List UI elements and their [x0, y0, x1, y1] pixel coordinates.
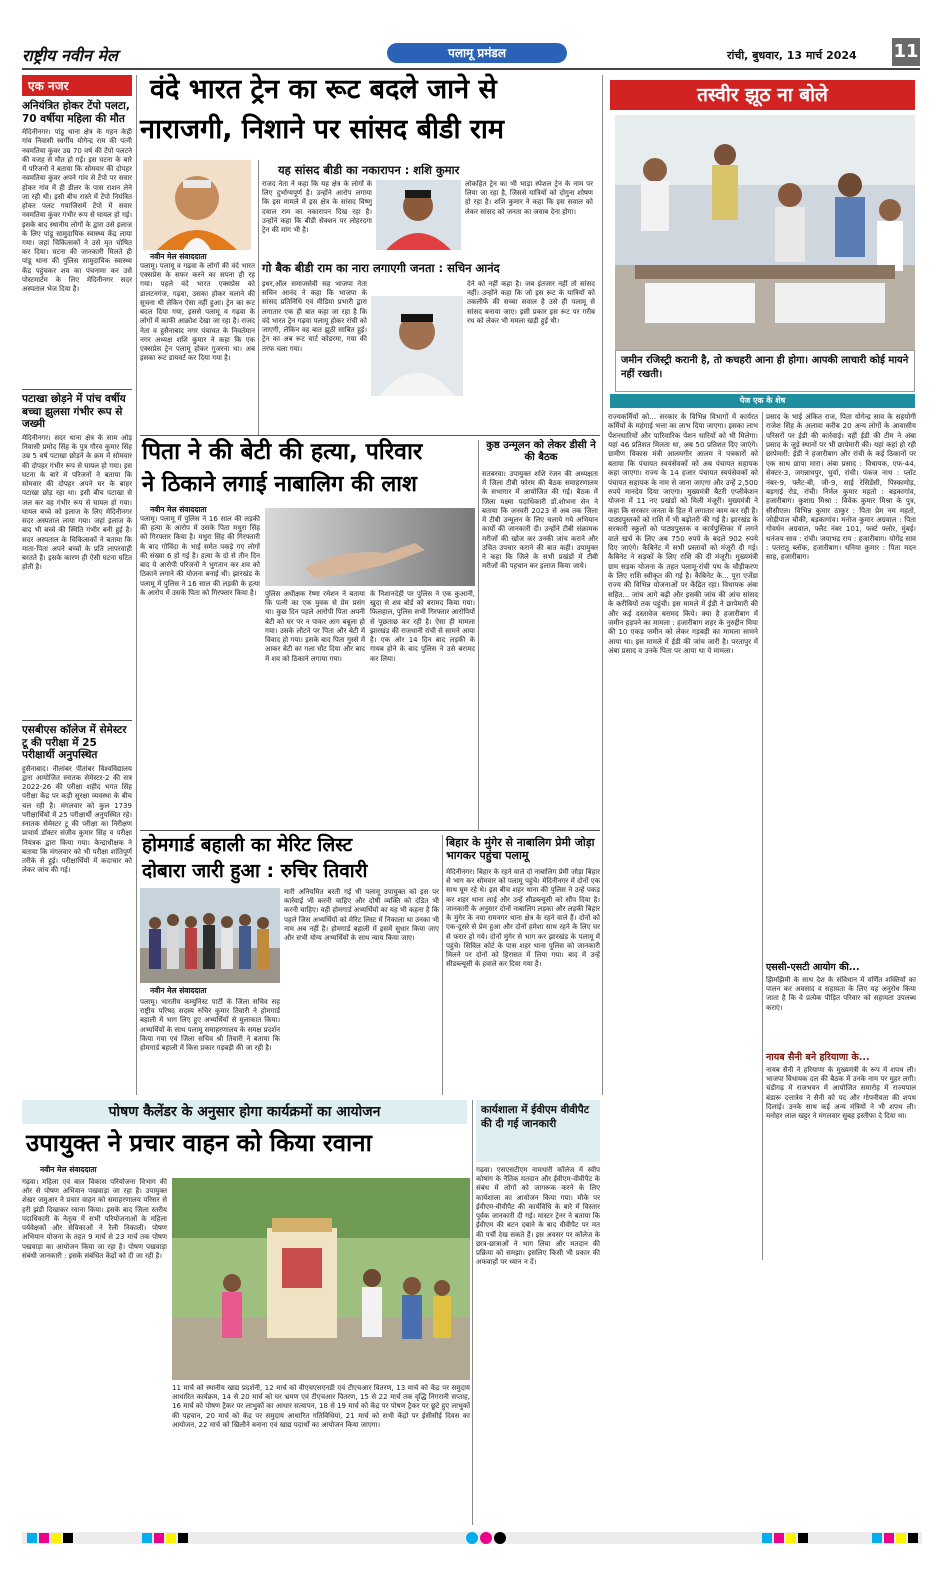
- homeguard-headline-1: होमगार्ड बहाली का मेरिट लिस्ट: [142, 834, 353, 856]
- paper-name: राष्ट्रीय नवीन मेल: [22, 46, 118, 65]
- evm-head-box: [476, 1100, 600, 1162]
- sub2-headline: गो बैक बीडी राम का नारा लगाएगी जनता : सचिन आनंद: [262, 261, 500, 275]
- ek-nazar-headline-2: पटाखा छोड़ने में पांच वर्षीय बच्चा झुलसा गंभीर रूप से जख्मी: [22, 389, 132, 431]
- divider: [762, 412, 763, 1260]
- poshan-headline: उपायुक्त ने प्रचार वाहन को किया रवाना: [26, 1129, 372, 1157]
- tasveer-caption-box: [615, 350, 915, 392]
- hand-photo: [265, 508, 475, 586]
- leader-photo: [143, 160, 251, 250]
- dc-meeting-headline: कुष्ठ उन्मूलन को लेकर डीसी ने की बैठक: [486, 440, 596, 463]
- poshan-body: गढ़वा। महिला एवं बाल विकास परियोजना विभाग की ओर से पोषण अभियान पखवाड़ा जा रहा है। उपायुक्त शेखर जमुआर ने प्रचार वाहन को समाहरणालय परिसर से हरी झंडी दिखाकर रवाना किया। इसके बाद जिला स्तरीय पदाधिकारी के नेतृत्व में सभी परियोजनाओं के महिला पर्यवेक्षकों और सेविकाओं ने रैली निकाली। पोषण अभियान योजना के तहत 9 मार्च से 23 मार्च तक पोषण पखवाड़ा का आयोजन किया जा रहा है। पोषण पखवाड़ा संबंधी जानकारी : इसके संबंधित केंद्रों को दी जा रही है।: [22, 1178, 167, 1260]
- ek-nazar-headline-3: एसबीएस कॉलेज में सेमेस्टर टू की परीक्षा में 25 परीक्षार्थी अनुपस्थित: [22, 720, 132, 762]
- divider: [442, 835, 443, 1095]
- lead-body-1: पलामू। पलामू व गढ़वा के लोगों की वंदे भारत एक्सप्रेस के सफर करने का सपना ही रह गया। पहले वंदे भारत एक्सप्रेस को डालटनगंज, गढ़वा, उसका होकर चलाने की सूचना थी लेकिन ऐसा नहीं हुआ। ट्रेन का रूट बदल दिया गया, इससे पलामू व गढ़वा के लोगों में काफी आक्रोश देखा जा रहा है। राजद नेता व हुसैनाबाद नगर पंचायत के निवर्तमान नगर अध्यक्ष शशि कुमार ने कहा कि एक एक्सप्रेस ट्रेन पलामू होकर गुजरना था। अब इसका रूट डायवर्ट कर दिया गया है।: [140, 262, 255, 363]
- murder-headline-1: पिता ने की बेटी की हत्या, परिवार: [142, 439, 423, 465]
- date-line: रांची, बुधवार, 13 मार्च 2024: [727, 49, 857, 62]
- lead-headline-1: वंदे भारत ट्रेन का रूट बदले जाने से: [150, 74, 497, 105]
- sub1-headline: यह सांसद बीडी का नकारापन : शशि कुमार: [278, 163, 460, 177]
- poshan-photo: [172, 1178, 470, 1380]
- sub2-body-2: देने को नहीं कहा है। जब इंतजार नहीं तो सांसद नहीं। उन्होंने कहा कि जो इस रूट के यात्रियों को तकलीफें की सच्चा सवाल है उसे ही पलामू से सांसद बनाया जाए। इसी प्रकार इस रूट पर गरीब रथ को लेकर भी ममला खड़ी हुई थी।: [467, 280, 595, 325]
- poshan-byline: नवीन मेल संवाददाता: [40, 1165, 97, 1174]
- section-rule: [140, 830, 600, 831]
- homeguard-body-1: पलामू। भारतीय कम्युनिस्ट पार्टी के जिला सचिव सह राष्ट्रीय परिषद सदस्य रुचिर कुमार तिवारी ने होमगार्ड बहाली में भाग लिए हुए अभ्यर्थियों से मुलाकात किया। अभ्यर्थियों के साथ पलामू समाहरणालय के समक्ष प्रदर्शन किया गया एवं जिला सचिव श्री तिवारी ने बताया कि होमगार्ड बहाली में किस प्रकार गड़बड़ी की जा रही है।: [140, 998, 280, 1053]
- divider: [478, 440, 479, 830]
- section-rule: [140, 435, 600, 436]
- bihar-body: मेदिनीनगर। बिहार के रहने वाले दो नाबालिग प्रेमी जोड़ा बिहार से भाग कर सोमवार को पलामू पहुंचे। मेदिनीनगर में दोनों एक साथ घूम रहे थे। इस बीच शहर थाना की पुलिस ने उन्हें पकड़ कर शहर थाना लाई और उन्हें सीडब्ल्यूसी को सौंप दिया है। जानकारी के अनुसार दोनों नाबालिग लड़का और लड़की बिहार के मुंगेर के नया रामनगर थाना क्षेत्र के रहने वाले हैं। दोनों को एक-दूसरे से प्रेम हुआ और दोनों हमेशा साथ रहने के लिए घर से फरार हो गये। दोनों मुंगेर से भाग कर झारखंड के पलामू में पहुंचे। सिविल कोर्ट के पास शहर थाना पुलिस को जानकारी मिलने पर दोनों को हिरासत में लिया गया। बाद में उन्हें सीडब्ल्यूसी के हवाले कर दिया गया है।: [446, 868, 600, 969]
- ek-nazar-headline-1: अनियंत्रित होकर टेंपो पलटा, 70 वर्षीया महिला की मौत: [22, 100, 130, 125]
- bihar-headline: बिहार के मुंगेर से नाबालिग प्रेमी जोड़ा भागकर पहुंचा पलामू: [446, 836, 595, 863]
- lead-headline-2: नाराजगी, निशाने पर सांसद बीडी राम: [140, 114, 505, 145]
- tasveer-caption: जमीन रजिस्ट्री करानी है, तो कचहरी आना ही होगा। आपकी लाचारी कोई मायने नहीं रखती।: [621, 355, 909, 380]
- shesh-tag-box: [610, 394, 915, 408]
- masthead: [22, 40, 922, 70]
- sub2-body-1: इधर,ऑल समाजसेवी सह भाजपा नेता सचिन आनंद ने कहा कि भाजपा के सांसद प्रतिनिधि एवं मीडिया प्रभारी द्वारा लगातार एक ही बात कहा जा रहा है कि वंदे भारत ट्रेन गढ़वा पलामू होकर रांची को जाएगी, लेकिन वह बात झूठी साबित हुई। ट्रेन का अब रूट चार्ट कोडरमा, गया की तरफ चला गया।: [262, 280, 367, 353]
- raid-body: प्रसाद के भाई अंकित राज, पिता योगेन्द्र साव के सहयोगी राजेश सिंह के अलावा करीब 20 अन्य लोगों के आवासीय परिसरों पर ईडी की कार्रवाई। वहीं ईडी की टीम ने अंबा प्रसाद के जुड़े स्थानों पर भी छापेमारी की। यहां कहां हो रही छापेमारी: ईडी ने हजारीबाग और रांची के कई ठिकानों पर एक साथ छापा मारा। अंबा प्रसाद : विधायक, एफ-44, सेक्टर-3, जगन्नाथपुर, धुर्वा, रांची। पंकज नाथ : प्लॉट नंबर-9, फ्लैट-बी, जी-9, साई रेसिडेंसी, पिस्कामोड़, बड़गाई रोड, रांची। निर्मल कुमार महतो : बड़कागांव, हजारीबाग। कुशाग्र मिश्रा : विवेक कुमार मिश्रा के पुत्र, सीसीएल। विभिन्न कुमार ठाकुर : पिता प्रेम नम महतो, जोड़ीपाल चौकी, बड़कागांव। मनोज कुमार अग्रवाल : पिता गोवर्धन अग्रवाल, फ्लैट नंबर 101, फर्स्ट फ्लोर, मुंबई। धनंजय साव : रांची। जयाभद्र राय : हजारीबाग। योगेंद्र साव : पतरातू ब्लॉक, हजारीबाग। धनिया कुमार : पिता मदन साह, हजारीबाग।: [766, 412, 916, 562]
- masthead-rule: [22, 68, 920, 70]
- ek-nazar-header: एक नजर: [22, 75, 132, 96]
- murder-body-3: के निशानदेही पर पुलिस ने एक कुआनी, खुदा से शव बोर्ड को बरामद किया गया। फिलहाल, पुलिस सभी गिरफ्तार आरोपियों से पूछताछ कर रही है। ऐसा ही मामला झारखंड की राजधानी रांची से सामने आया है। एक ओर 14 दिन बाद लड़की के गायब होने के बाद पुलिस ने उसे बरामद कर लिया।: [370, 590, 475, 663]
- ek-nazar-body-1: मेदिनीनगर। पांडू थाना क्षेत्र के गहन केही गांव निवासी स्वर्गीय योगेन्द्र राम की पत्नी नवमतिया कुंवर उम्र 70 वर्ष की टेंपो पलटने की वजह से मौत हो गई। इस घटना के बारे में परिजनों ने बताया कि सोमवार की दोपहर नवमतिया कुंवर अपने गांव से टेंपो पर सवार होकर गांव में ही डीलर के पास राशन लेने जा रही थी। इसी बीच रास्ते में टेंपो नियंत्रित होकर पलट गयाजिसमें टेंपो में सवार नवमतिया कुंवर गंभीर रूप से घायल हो गई। इसके बाद स्थानीय लोगों के द्वारा उसे इलाज के लिए पांडू सामुदायिक स्वास्थ्य केंद्र लाया गया। जहां चिकित्सकों ने उसे मृत घोषित कर दिया। घटना की जानकारी मिलते ही पांडू थाना की पुलिस सामुदायिक स्वास्थ्य केंद्र पहुंचकर शव का पंचनामा कर उसे पोस्टमार्टम के लिए मेदिनीनगर सदर अस्पताल भेज दिया है।: [22, 128, 132, 294]
- murder-headline-2: ने ठिकाने लगाई नाबालिग की लाश: [142, 472, 417, 497]
- tasveer-photo: [615, 115, 915, 350]
- divider: [258, 160, 259, 435]
- murder-body-1: पलामू। पलामू में पुलिस ने 16 साल की लड़की की हत्या के आरोप में उसके पिता मथुरा सिंह को गिरफ्तार किया है। मथुरा सिंह की गिरफ्तारी के बाद गोविंदा के भाई समेत पकड़े गए लोगों की संख्या 6 हो गई है। हत्या के दो से तीन दिन बाद ये आरोपी परिजनों ने भुगतान कर शव को ठिकाने लगाने की योजना बनाई थी। झारखंड के पलामू में पुलिस ने 16 साल की लड़की के हत्या के आरोप में उसके पिता को गिरफ्तार किया है।: [140, 515, 260, 597]
- poshan-kicker-box: [22, 1100, 467, 1124]
- sachin-photo: [371, 296, 463, 396]
- sc-st-body: झिमझिमी के साथ देश के संविधान में वर्णित शक्तियों का पालन कर अवसाद व सहायता के लिए यह अनुरोध किया जाता है कि वे प्रत्येक पीड़ित परिवार को सहायता उपलब्ध कराएं।: [766, 976, 916, 1012]
- homeguard-photo: [140, 888, 280, 983]
- lead-body-3: लोकहित ट्रेन का भी भाड़ा स्पेशल ट्रेन के नाम पर लिया जा रहा है, जिससे यात्रियों को दोगुना शोषण हो रहा है। शशि कुमार ने कहा कि इस सवाल को लेकर सांसद को जनता का जवाब देना होगा।: [465, 180, 593, 216]
- lead-byline: नवीन मेल संवाददाता: [150, 252, 207, 261]
- homeguard-byline: नवीन मेल संवाददाता: [150, 986, 207, 995]
- registration-bar: [22, 1530, 922, 1546]
- tasveer-banner: [610, 80, 915, 110]
- page-number: 11: [892, 38, 920, 66]
- evm-headline: कार्यशाला में ईवीएम वीवीपैट की दी गई जानकारी: [481, 1104, 589, 1130]
- murder-byline: नवीन मेल संवाददाता: [150, 505, 207, 514]
- shesh-body: राज्यकर्मियों को... सरकार के विभिन्न विभागों में कार्यरत कर्मियों के महंगाई भत्ता का लाभ दिया जाएगा। इसका लाभ पेंशनधारियों और पारिवारिक पेंशन धारियों को भी मिलेगा। यहां 46 प्रतिशत मिलता था, अब 50 प्रतिशत दिए जाएंगे। ग्रामीण विकास मंत्री आलमगीर आलम ने पत्रकारों को बताया कि पंचायत स्वयंसेवकों को अब पंचायत सहायक कहा जाएगा। राज्य के 14 हजार पंचायत स्वयंसेवकों को पंचायत सहायक के नाम से जाना जाएगा और उन्हें 2,500 रुपये मानदेय दिया जाएगा। मुख्यमंत्री बैटरी एप्लीकेशन योजना में 11 नए प्रखंडों को मिली मंजूरी। मुख्यमंत्री ने कहा कि सरकार जनता के हित में लगातार काम कर रही है। पाठ्यपुस्तकों को राशि में भी बढ़ोतरी की गई है। झारखंड के सरकारी स्कूलों को पाठ्यपुस्तक व कार्यपुस्तिका में लगने वाले खर्च के लिए अब 750 रुपये के बदले 902 रुपये दिए जाएंगे। कैबिनेट में सभी प्रस्तावों को मंजूरी दी गई। कैबिनेट ने सड़कों के लिए राशि की दी मंजूरी। मुख्यमंत्री ग्राम सड़क योजना के तहत पलामू-रांची पथ के चौड़ीकरण के लिए राशि स्वीकृत की गई है। कैबिनेट के... पूरा एजेंडा राज्य की विभिन्न योजनाओं पर केंद्रित रहा। विधायक अंबा सहित... जांच आगे बढ़ी और इसकी जांच की आंच सांसद के करीबियों तक पहुंची। इस मामले में ईडी ने छापेमारी की और कई दस्तावेज बरामद किये। क्या है हजारीबाग में जमीन हड़पने का मामला : हजारीबाग शहर के नुरुद्दीन मिया की 10 एकड़ जमीन को लेकर गड़बड़ी का मामला सामने आया था। इस मामले में ईडी की जांच जारी है। परतापुर में अंबा प्रसाद व उनके पिता पर आया था ये मामला।: [608, 412, 758, 655]
- homeguard-headline-2: दोबारा जारी हुआ : रुचिर तिवारी: [142, 860, 368, 882]
- haryana-body: नायब सैनी ने हरियाणा के मुख्यमंत्री के रूप में शपथ ली। भाजपा विधायक दल की बैठक में उनके नाम पर मुहर लगी। चंडीगढ़ में राजभवन में आयोजित समारोह में राज्यपाल बंडारू दत्तात्रेय ने सैनी को पद और गोपनीयता की शपथ दिलाई। उनके साथ कई अन्य मंत्रियों ने भी शपथ ली। मनोहर लाल खट्टर ने मंगलवार सुबह इस्तीफा दे दिया था।: [766, 1066, 916, 1121]
- divider: [136, 75, 137, 1095]
- poshan-kicker: पोषण कैलेंडर के अनुसार होगा कार्यक्रमों का आयोजन: [108, 1104, 381, 1120]
- sc-st-head: एससी-एसटी आयोग की...: [766, 962, 860, 973]
- section-banner: पलामू प्रमंडल: [387, 43, 567, 63]
- tasveer-header: तस्वीर झूठ ना बोले: [697, 84, 828, 106]
- haryana-head: नायब सैनी बने हरियाणा के...: [766, 1052, 870, 1063]
- divider: [472, 1100, 473, 1525]
- murder-body-2: पुलिस अधीक्षक रेष्मा रमेशन ने बताया कि पत्नी का एक युवक से प्रेम प्रसंग था। कुछ दिन पहले आरोपी पिता अपनी बेटी को घर पर न पाकर आग बबूला हो गया। उसके लौटने पर पिता और बेटी में विवाद हो गया। इसके बाद पिता गुस्से में आकर बेटी का गला घोंट दिया और बाद में शव को ठिकाने लगाया गया।: [265, 590, 365, 663]
- shashi-photo: [376, 180, 461, 250]
- ek-nazar-body-3: हुसैनाबाद। नीलांबर पीतांबर विश्वविद्यालय द्वारा आयोजित स्नातक सेमेस्टर-2 की सत्र 2022-26 की परीक्षा शहीद भगत सिंह परीक्षा केंद्र पर कड़ी सुरक्षा व्यवस्था के बीच चल रही है। मंगलवार को कुल 1739 परीक्षार्थियों में 25 परीक्षार्थी अनुपस्थित रहे। स्नातक सेमेस्टर टू की परीक्षा का निरीक्षण प्राचार्य डॉक्टर संजीव कुमार सिंह व परीक्षा नियंत्रक द्वारा किया गया। केन्द्राधीक्षक ने बताया कि मंगलवार को भी परीक्षा शांतिपूर्ण तरीके से हुई। परीक्षार्थियों में कदाचार को लेकर जांच की गई।: [22, 764, 132, 875]
- ek-nazar-column: [22, 75, 132, 1100]
- ek-nazar-body-2: मेदिनीनगर। सदर थाना क्षेत्र के साम ओड़ निवासी प्रमोद सिंह के पुत्र गौरव कुमार सिंह उम्र 5 वर्ष पटाखा छोड़ने के क्रम में सोमवार की दोपहर गंभीर रूप से घायल हो गया। इस घटना के बारे में परिजनों ने बताया कि सोमवार की दोपहर अपने घर के बाहर पटाखा छोड़ रहा था। इसी बीच पटाखा से जल कर वह गंभीर रूप से घायल हो गया। घायल बच्चे को इलाज के लिए मेदिनीनगर सदर अस्पताल लाया गया। जहां इलाज के बाद भी बच्चे की स्थिति गंभीर बनी हुई है। सदर अस्पताल के चिकित्सकों ने बताया कि माता-पिता अपने बच्चों के प्रति लापरवाही बरतते हैं। इसके कारण ही ऐसी घटना घटित होती है।: [22, 433, 132, 572]
- dc-meeting-body: सतबरवा। उपायुक्त शशि रंजन की अध्यक्षता में जिला टीबी फोरम की बैठक समाहरणालय के सभागार में आयोजित की गई। बैठक में जिला यक्ष्मा पदाधिकारी डॉ.शोभना सेन ने बताया कि जनवरी 2023 से अब तक जिला में टीबी उन्मूलन के लिए चलाये गये अभियान कार्यों की जानकारी दी। उन्होंने टीबी संक्रामक मरीजों की खोज कर उनकी जांच कराने और उचित उपचार कराने की बात कही। उपायुक्त ने कहा कि जिले के सभी प्रखंडों में टीबी मरीजों की पहचान कर इलाज किया जाये।: [482, 470, 598, 571]
- evm-body: गढ़वा। एसएसटीएम नामधारी कॉलेज में स्वीप कोषांग के नैतिक मतदान और ईवीएम-वीवीपैट के संबंध में लोगों को जागरूक करने के लिए कार्यशाला का आयोजन किया गया। मौके पर ईवीएम-वीवीपैट की कार्यविधि के बारे में विस्तार पूर्वक जानकारी दी गई। मास्टर ट्रेनर ने बताया कि ईवीएम की बटन दबाने के बाद वीवीपैट पर मत की पर्ची देख सकते हैं। इस अवसर पर कॉलेज के छात्र-छात्राओं ने भाग लिया और मतदान की प्रक्रिया को समझा। इसलिए किसी भी प्रकार की अफवाहों पर ध्यान न दें।: [476, 1166, 600, 1267]
- homeguard-body-2: मारी अनियमित बरती गई थी पलामू उपायुक्त को इस पर कार्रवाई भी करनी चाहिए और दोषी व्यक्ति को दंडित भी करनी चाहिए। वही होमगार्ड अभ्यर्थियों का यह भी कहना है कि पहले जिस अभ्यर्थियों को मेरिट लिस्ट में निकाला था उनका भी नाम अब नहीं है। होमगार्ड बहाली में इसमें सुधार किया जाए और सभी योग्य अभ्यर्थियों के साथ न्याय किया जाए।: [284, 888, 439, 943]
- poshan-caption: 11 मार्च को स्थानीय खाद्य प्रदर्शनी, 12 मार्च को वीएचएसएनडी एवं टीएचआर वितरण, 13 मार्च को केंद्र पर समुदाय आधारित कार्यक्रम, 14 से 20 मार्च को घर भ्रमण एवं टीएचआर वितरण, 15 से 22 मार्च तक वृद्धि निगरानी सप्ताह, 16 मार्च को पोषण ट्रैकर पर लाभुकों का आधार सत्यापन, 18 से 19 मार्च को केंद्र पर पोषण ट्रैकर पर छूटे हुए लाभुकों की पहचान, 20 मार्च को केंद्र पर समुदाय आधारित गतिविधियां, 21 मार्च को सभी केंद्रों पर ईसीसीई दिवस का आयोजन, 22 मार्च को खिलौने बनाना एवं खाद्य पदार्थों का आयोजन किया जाएगा।: [172, 1384, 470, 1429]
- divider: [602, 75, 603, 1095]
- lead-body-2: राजद नेता ने कहा कि यह क्षेत्र के लोगों के लिए दुर्भाग्यपूर्ण है। उन्होंने आरोप लगाया कि इस मामले में इस क्षेत्र के सांसद विष्णु दयाल राम का नकारापन दिख रहा है। उन्होंने कहा कि बीडी सेक्शन पर लोहरदगा ट्रेन की मांग भी है।: [262, 180, 372, 235]
- shesh-tag: पेज एक के शेष: [739, 396, 786, 405]
